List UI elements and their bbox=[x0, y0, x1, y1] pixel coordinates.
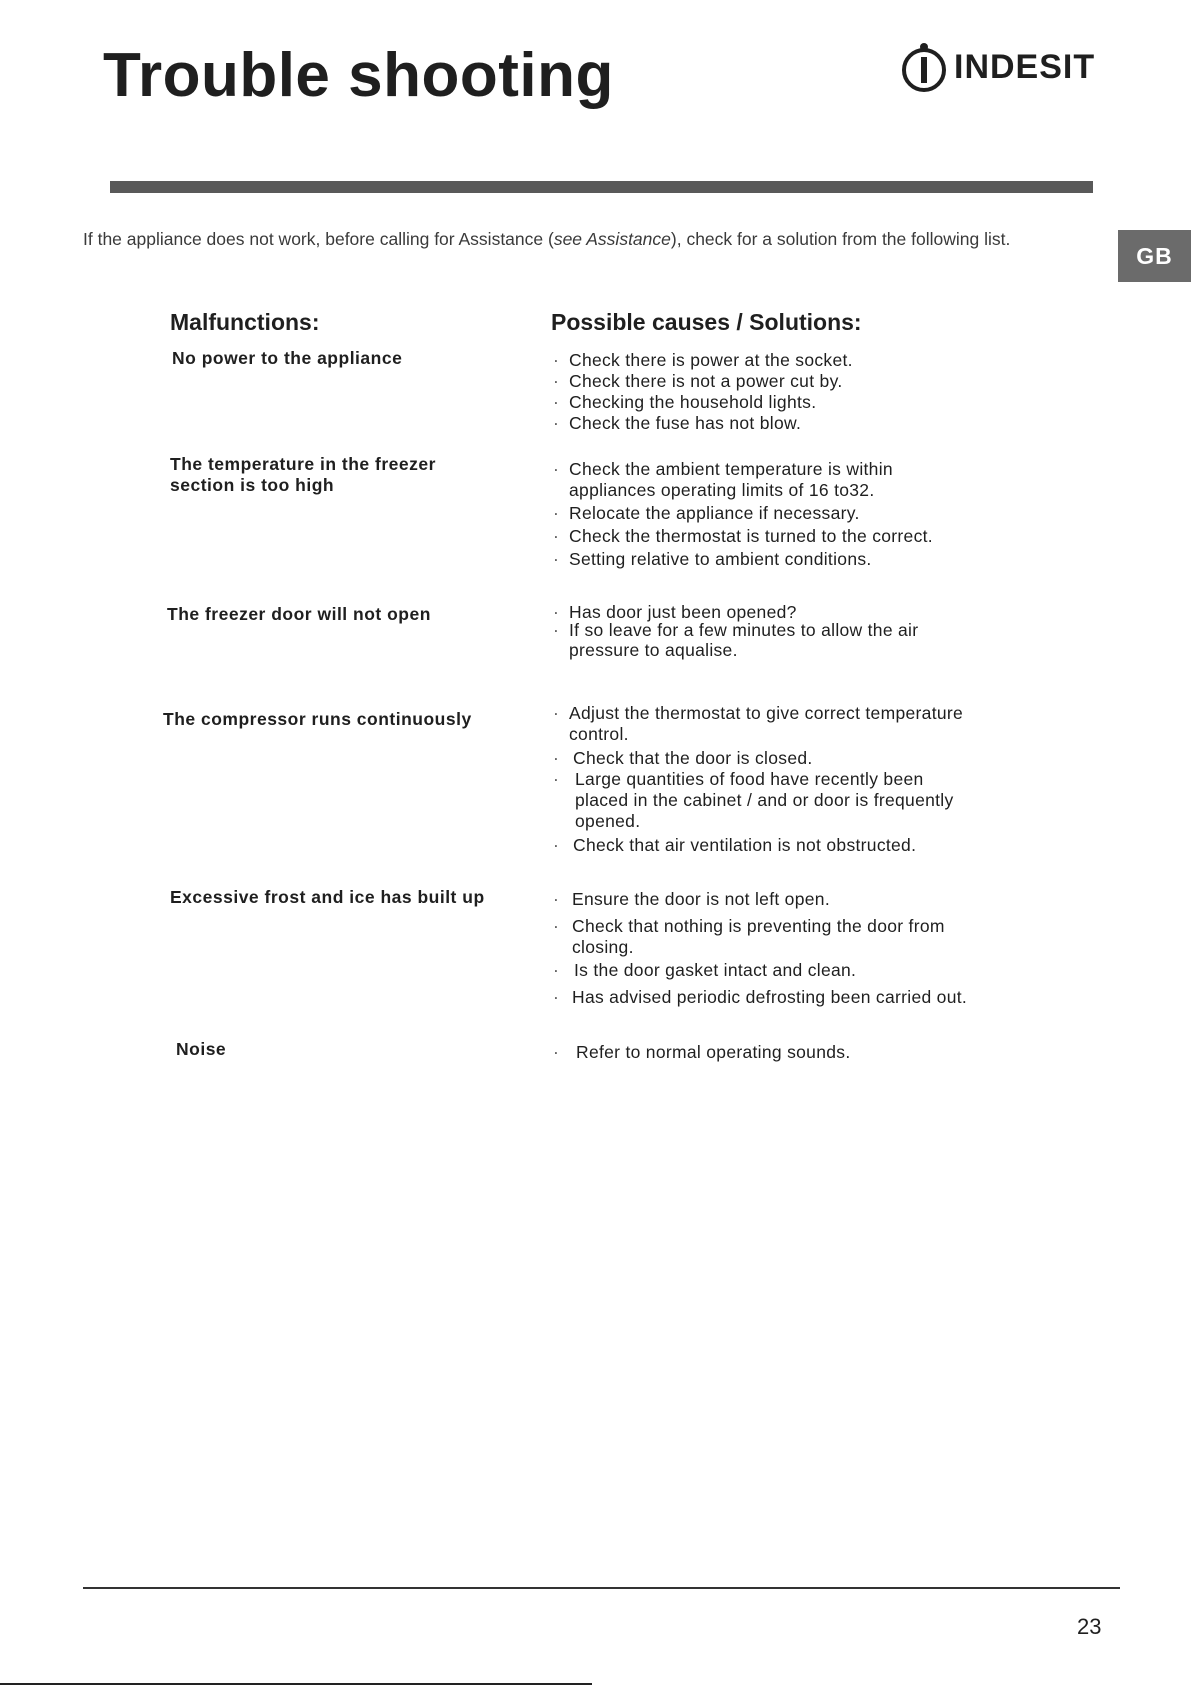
list-item: · Refer to normal operating sounds. bbox=[553, 1042, 851, 1062]
list-item: placed in the cabinet / and or door is frequently bbox=[575, 790, 954, 810]
malfunctions-heading: Malfunctions: bbox=[170, 309, 320, 335]
list-item: opened. bbox=[575, 811, 641, 831]
list-item: · Setting relative to ambient conditions. bbox=[553, 549, 872, 569]
solutions-door-will-not-open bbox=[550, 604, 1050, 661]
list-item: closing. bbox=[572, 937, 634, 957]
list-item: appliances operating limits of 16 to32. bbox=[569, 480, 875, 500]
malfunction-excessive-frost: Excessive frost and ice has built up bbox=[170, 887, 485, 907]
list-item: · Relocate the appliance if necessary. bbox=[553, 503, 860, 523]
solutions-noise bbox=[550, 1042, 1050, 1063]
list-item: · Adjust the thermostat to give correct temperature bbox=[553, 703, 964, 723]
header-divider bbox=[110, 181, 1093, 193]
list-item: pressure to aqualise. bbox=[569, 640, 738, 660]
list-item: · Check that the door is closed. bbox=[553, 748, 813, 768]
list-item: control. bbox=[569, 724, 629, 744]
list-item: · Has door just been opened? bbox=[553, 602, 797, 622]
list-item: · Large quantities of food have recently been bbox=[553, 769, 924, 789]
brand-logo bbox=[900, 40, 1095, 94]
list-item: · Check the thermostat is turned to the correct. bbox=[553, 526, 933, 546]
malfunction-noise: Noise bbox=[176, 1039, 227, 1059]
list-item: · Check that nothing is preventing the door from bbox=[553, 916, 945, 936]
list-item: · Has advised periodic defrosting been carried out. bbox=[553, 987, 968, 1007]
footer-divider bbox=[83, 1587, 1120, 1589]
malfunction-no-power: No power to the appliance bbox=[172, 348, 403, 368]
page-title: Trouble shooting bbox=[103, 41, 614, 110]
solutions-excessive-frost bbox=[550, 889, 1050, 1008]
list-item: · Is the door gasket intact and clean. bbox=[553, 960, 857, 980]
page-number: 23 bbox=[1077, 1614, 1102, 1639]
list-item: · Check the ambient temperature is within bbox=[553, 459, 893, 479]
list-item: · Ensure the door is not left open. bbox=[553, 889, 830, 909]
solutions-compressor-continuous bbox=[550, 703, 1050, 856]
list-item: · Check the fuse has not blow. bbox=[553, 413, 802, 433]
list-item: · Check that air ventilation is not obstructed. bbox=[553, 835, 917, 855]
malfunction-compressor-continuous: The compressor runs continuously bbox=[163, 709, 472, 729]
solutions-no-power bbox=[550, 350, 1050, 434]
malfunction-door-will-not-open: The freezer door will not open bbox=[167, 604, 431, 624]
list-item: · If so leave for a few minutes to allow the air bbox=[553, 620, 919, 640]
list-item: · Check there is not a power cut by. bbox=[553, 371, 843, 391]
malfunction-temperature-high: The temperature in the freezer section is too high bbox=[170, 454, 436, 495]
power-symbol-icon bbox=[900, 40, 948, 94]
list-item: · Checking the household lights. bbox=[553, 392, 817, 412]
solutions-heading: Possible causes / Solutions: bbox=[551, 309, 862, 335]
list-item: · Check there is power at the socket. bbox=[553, 350, 853, 370]
intro-text: If the appliance does not work, before calling for Assistance (see Assistance), check for a solution from the following list. bbox=[83, 229, 1011, 249]
language-tab: GB bbox=[1118, 230, 1191, 282]
assistance-reference: see Assistance bbox=[553, 229, 671, 249]
brand-name: INDESIT bbox=[954, 47, 1096, 86]
solutions-temperature-high bbox=[550, 459, 1050, 570]
